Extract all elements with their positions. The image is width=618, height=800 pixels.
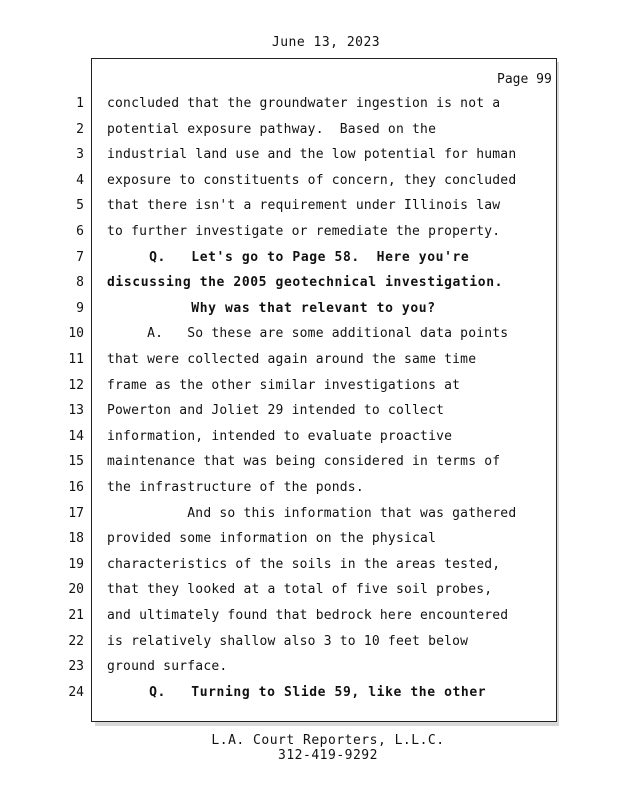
line-number: 13: [68, 403, 84, 418]
line-text: industrial land use and the low potential for human: [107, 147, 517, 162]
line-text: information, intended to evaluate proactive: [107, 429, 453, 444]
line-text: A. So these are some additional data points: [107, 326, 509, 341]
line-number: 20: [68, 582, 84, 597]
line-text: Why was that relevant to you?: [107, 301, 436, 316]
line-number: 2: [76, 122, 84, 137]
line-number: 7: [76, 250, 84, 265]
footer-company: L.A. Court Reporters, L.L.C.: [211, 733, 445, 748]
line-number: 18: [68, 531, 84, 546]
transcript-date: June 13, 2023: [271, 35, 381, 50]
line-text: provided some information on the physical: [107, 531, 437, 546]
line-number: 21: [68, 608, 84, 623]
line-number: 24: [68, 685, 84, 700]
line-number: 10: [68, 326, 84, 341]
line-number: 14: [68, 429, 84, 444]
line-number: 3: [76, 147, 84, 162]
line-number: 4: [76, 173, 84, 188]
line-text: is relatively shallow also 3 to 10 feet below: [107, 634, 469, 649]
line-number: 15: [68, 454, 84, 469]
line-text: Powerton and Joliet 29 intended to collect: [107, 403, 445, 418]
line-text: potential exposure pathway. Based on the: [107, 122, 437, 137]
line-number: 6: [76, 224, 84, 239]
line-number: 9: [76, 301, 84, 316]
line-text: exposure to constituents of concern, they concluded: [107, 173, 517, 188]
line-text: maintenance that was being considered in terms of: [107, 454, 501, 469]
line-text: characteristics of the soils in the areas tested,: [107, 557, 501, 572]
page-number-label: Page 99: [497, 72, 552, 87]
footer-phone: 312-419-9292: [278, 748, 378, 763]
line-number: 11: [68, 352, 84, 367]
line-number: 5: [76, 198, 84, 213]
line-number: 22: [68, 634, 84, 649]
line-text: that they looked at a total of five soil probes,: [107, 582, 493, 597]
line-text: and ultimately found that bedrock here encountered: [107, 608, 509, 623]
line-text: frame as the other similar investigations at: [107, 378, 461, 393]
line-number: 17: [68, 506, 84, 521]
line-text: Q. Let's go to Page 58. Here you're: [107, 250, 470, 265]
line-text: ground surface.: [107, 659, 228, 674]
line-text: to further investigate or remediate the property.: [107, 224, 501, 239]
line-number: 1: [76, 96, 84, 111]
line-number: 16: [68, 480, 84, 495]
line-text: the infrastructure of the ponds.: [107, 480, 364, 495]
line-text: discussing the 2005 geotechnical investigation.: [107, 275, 504, 290]
line-number: 19: [68, 557, 84, 572]
line-text: that were collected again around the same time: [107, 352, 477, 367]
line-number: 8: [76, 275, 84, 290]
line-text: that there isn't a requirement under Illinois law: [107, 198, 501, 213]
line-number: 23: [68, 659, 84, 674]
line-number: 12: [68, 378, 84, 393]
line-text: concluded that the groundwater ingestion is not a: [107, 96, 501, 111]
line-text: Q. Turning to Slide 59, like the other: [107, 685, 487, 700]
line-text: And so this information that was gathered: [107, 506, 517, 521]
